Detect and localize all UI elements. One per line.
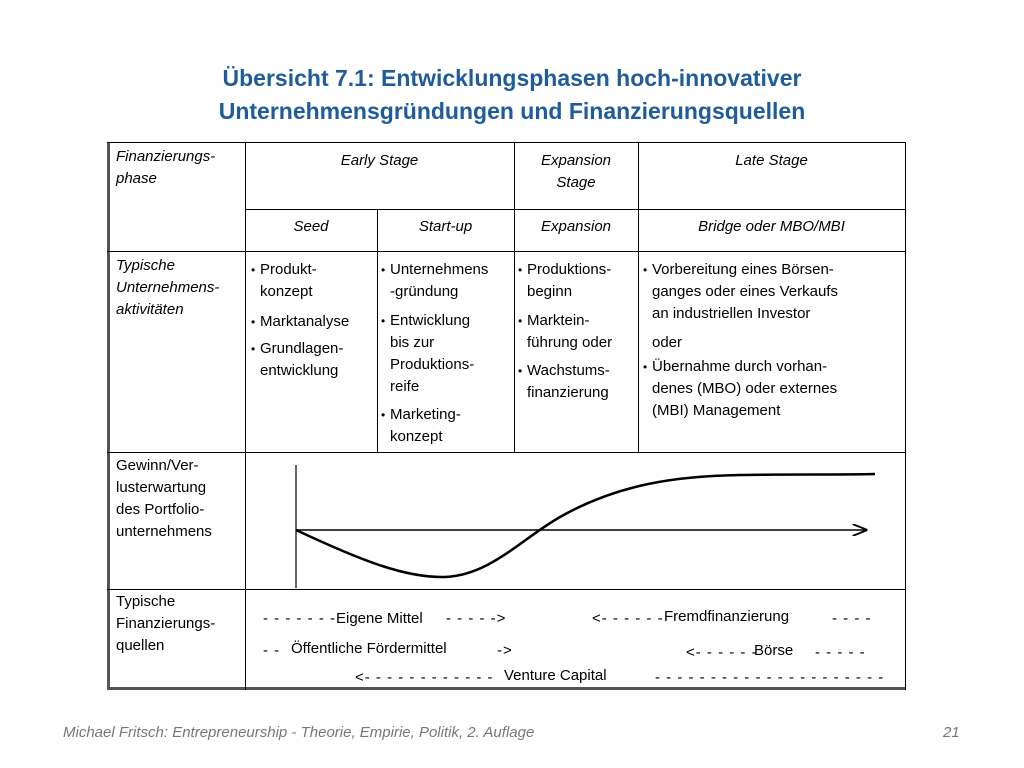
footer-source: Michael Fritsch: Entrepreneurship - Theorie, Empirie, Politik, 2. Auflage [63, 724, 535, 741]
source-venture-capital: Venture Capital [504, 667, 607, 684]
bullet-icon: • [381, 314, 386, 328]
venture-capital-dash-right: - - - - - - - - - - - - - - - - - - - - - [655, 669, 885, 686]
activity-bridge-2: • Übernahme durch vorhan- denes (MBO) oder externes (MBI) Management [643, 358, 838, 419]
activity-startup-2: • Entwicklung bis zur Produktions- reife [381, 312, 475, 395]
bullet-icon: • [381, 408, 386, 422]
table-divider-stage [245, 209, 906, 210]
table-divider-profit [107, 589, 906, 590]
slide-title-line-2: Unternehmensgründungen und Finanzierungsquellen [218, 98, 806, 124]
table-divider-activities [107, 452, 906, 453]
activity-expansion-1: • Produktions- beginn [518, 261, 612, 300]
page-number: 21 [943, 724, 960, 741]
bullet-icon: • [381, 263, 386, 277]
source-stock-exchange: Börse [754, 642, 794, 659]
activity-bridge-1: • Vorbereitung eines Börsen- ganges oder eines Verkaufs an industriellen Investor [643, 261, 838, 322]
activity-expansion-2: • Marktein- führung oder [518, 312, 613, 351]
bullet-icon: • [643, 360, 648, 374]
venture-capital-arrow-left: <- - - - - - - - - - - - [355, 669, 494, 686]
row-label-phase: Finanzierungs- phase [116, 148, 216, 187]
bullet-icon: • [251, 263, 256, 277]
header-late-stage: Late Stage [735, 152, 808, 169]
source-own-funds: Eigene Mittel [336, 610, 423, 627]
bullet-icon: • [518, 263, 523, 277]
header-expansion: Expansion [540, 218, 612, 235]
bullet-icon: • [518, 314, 523, 328]
activity-bridge-or: oder [652, 334, 683, 351]
stock-exchange-dash-right: - - - - - [815, 644, 866, 661]
table-col-expansion-divider [638, 142, 639, 452]
own-funds-dash-left: - - - - - - - [263, 610, 336, 627]
row-label-activities: Typische Unternehmens- aktivitäten [116, 257, 220, 318]
debt-arrow-left: <- - - - - - [592, 610, 664, 627]
profit-loss-curve [296, 474, 875, 577]
activity-seed-3: • Grundlagen- entwicklung [251, 340, 344, 379]
table-divider-phase [107, 251, 906, 252]
source-debt-financing: Fremdfinanzierung [664, 608, 790, 625]
activity-seed-1: • Produkt- konzept [251, 261, 317, 300]
bullet-icon: • [251, 315, 256, 329]
own-funds-arrow-right: - - - - -> [446, 610, 507, 627]
debt-dash-right: - - - - [832, 610, 872, 627]
row-label-profit: Gewinn/Ver- lusterwartung des Portfolio- unternehmens [116, 457, 212, 540]
source-public-funds: Öffentliche Fördermittel [291, 640, 447, 657]
activity-startup-3: • Marketing- konzept [381, 406, 461, 445]
row-label-sources: Typische Finanzierungs- quellen [116, 593, 216, 654]
public-funds-dash-left: - - [263, 642, 281, 659]
public-funds-arrow-right: -> [497, 642, 513, 659]
bullet-icon: • [251, 342, 256, 356]
bullet-icon: • [643, 263, 648, 277]
activity-startup-1: • Unternehmens -gründung [381, 261, 489, 300]
header-bridge: Bridge oder MBO/MBI [698, 218, 845, 235]
slide-title-line-1: Übersicht 7.1: Entwicklungsphasen hoch-innovativer [222, 65, 802, 91]
header-seed: Seed [293, 218, 329, 235]
header-expansion-stage: Expansion Stage [540, 152, 612, 191]
header-early-stage: Early Stage [340, 152, 419, 169]
header-start-up: Start-up [418, 218, 473, 235]
table-border-top [107, 142, 906, 143]
table-col-seed-divider [377, 209, 378, 452]
activity-expansion-3: • Wachstums- finanzierung [518, 362, 610, 401]
table-border-right [905, 142, 906, 690]
stock-exchange-arrow-left: <- - - - - - [686, 644, 758, 661]
bullet-icon: • [518, 364, 523, 378]
activity-seed-2: • Marktanalyse [251, 311, 349, 333]
